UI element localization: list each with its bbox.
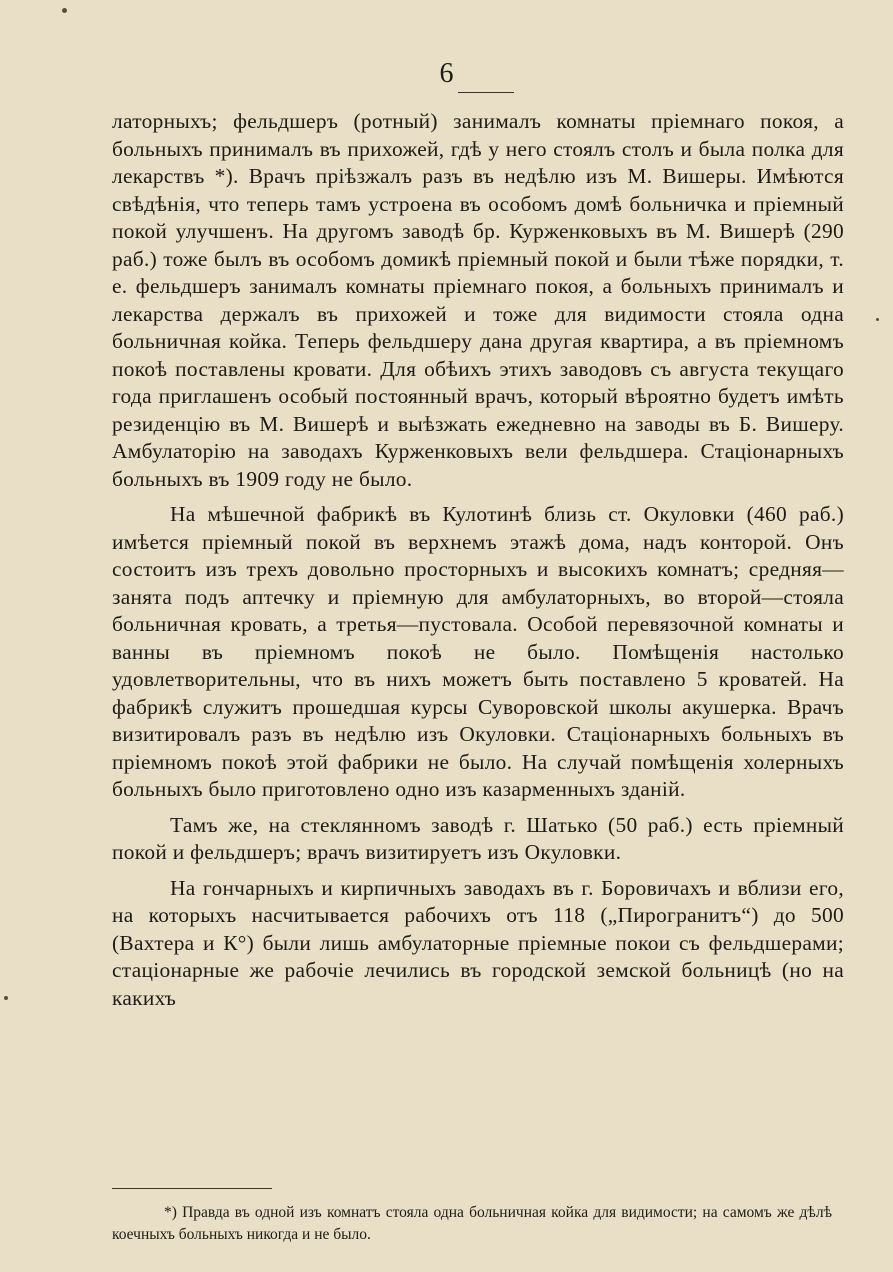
page-number: 6	[439, 58, 454, 89]
page-number-rule	[458, 92, 514, 93]
paper-speck	[876, 318, 879, 321]
paper-speck	[4, 996, 8, 1000]
footnote: *) Правда въ одной изъ комнатъ стояла одна больничная койка для видимости; на самомъ же дѣлѣ коечныхъ больныхъ никогда и не было.	[112, 1204, 832, 1243]
paragraph: Тамъ же, на стеклянномъ заводѣ г. Шатько (50 раб.) есть пріемный покой и фельдшеръ; врачъ визитируетъ изъ Окуловки.	[112, 812, 844, 864]
paragraph: латорныхъ; фельдшеръ (ротный) занималъ комнаты пріемнаго покоя, а больныхъ принималъ въ прихожей, гдѣ у него стоялъ столъ и была полка для лекарствъ *). Врачъ пріѣзжалъ разъ въ недѣлю изъ М. Вишеры. Имѣются свѣдѣнія, что теперь тамъ устроена въ особомъ домѣ больничка и пріемный покой улучшенъ. На другомъ заводѣ бр. Курженковыхъ въ М. Вишерѣ (290 раб.) тоже былъ въ особомъ домикѣ пріемный покой и были тѣже порядки, т. е. фельдшеръ занималъ комнаты пріемнаго покоя, а больныхъ принималъ и лекарства держалъ въ прихожей и тоже для видимости стояла одна больничная койка. Теперь фельдшеру дана другая квартира, а въ пріемномъ покоѣ поставлены кровати. Для обѣихъ этихъ заводовъ съ августа текущаго года приглашенъ особый постоянный врачъ, который вѣроятно будетъ имѣть резиденцію въ М. Вишерѣ и выѣзжать ежедневно на заводы въ Б. Вишеру. Амбулаторію на заводахъ Курженковыхъ вели фельдшера. Стаціонарныхъ больныхъ въ 1909 году не было.	[112, 109, 844, 491]
footnote-rule	[112, 1188, 272, 1189]
paragraph: На мѣшечной фабрикѣ въ Кулотинѣ близь ст. Окуловки (460 раб.) имѣется пріемный покой въ верхнемъ этажѣ дома, надъ конторой. Онъ состоитъ изъ трехъ довольно просторныхъ и высокихъ комнатъ; средняя—занята подъ аптечку и пріемную для амбулаторныхъ, во второй—стояла больничная кровать, а третья—пустовала. Особой перевязочной комнаты и ванны въ пріемномъ покоѣ не было. Помѣщенія настолько удовлетворительны, что въ нихъ можетъ быть поставлено 5 кроватей. На фабрикѣ служитъ прошедшая курсы Суворовской школы акушерка. Врачъ визитировалъ разъ въ недѣлю изъ Окуловки. Стаціонарныхъ больныхъ въ пріемномъ покоѣ этой фабрики не было. На случай помѣщенія холерныхъ больныхъ было приготовлено одно изъ казарменныхъ зданій.	[112, 502, 844, 801]
paragraph: На гончарныхъ и кирпичныхъ заводахъ въ г. Боровичахъ и вблизи его, на которыхъ насчитывается рабочихъ отъ 118 („Пирогранитъ“) до 500 (Вахтера и К°) были лишь амбулаторные пріемные покои съ фельдшерами; стаціонарные же рабочіе лечились въ городской земской больницѣ (но на какихъ	[112, 875, 844, 1010]
paper-speck	[62, 8, 67, 13]
body-text	[112, 108, 844, 1020]
